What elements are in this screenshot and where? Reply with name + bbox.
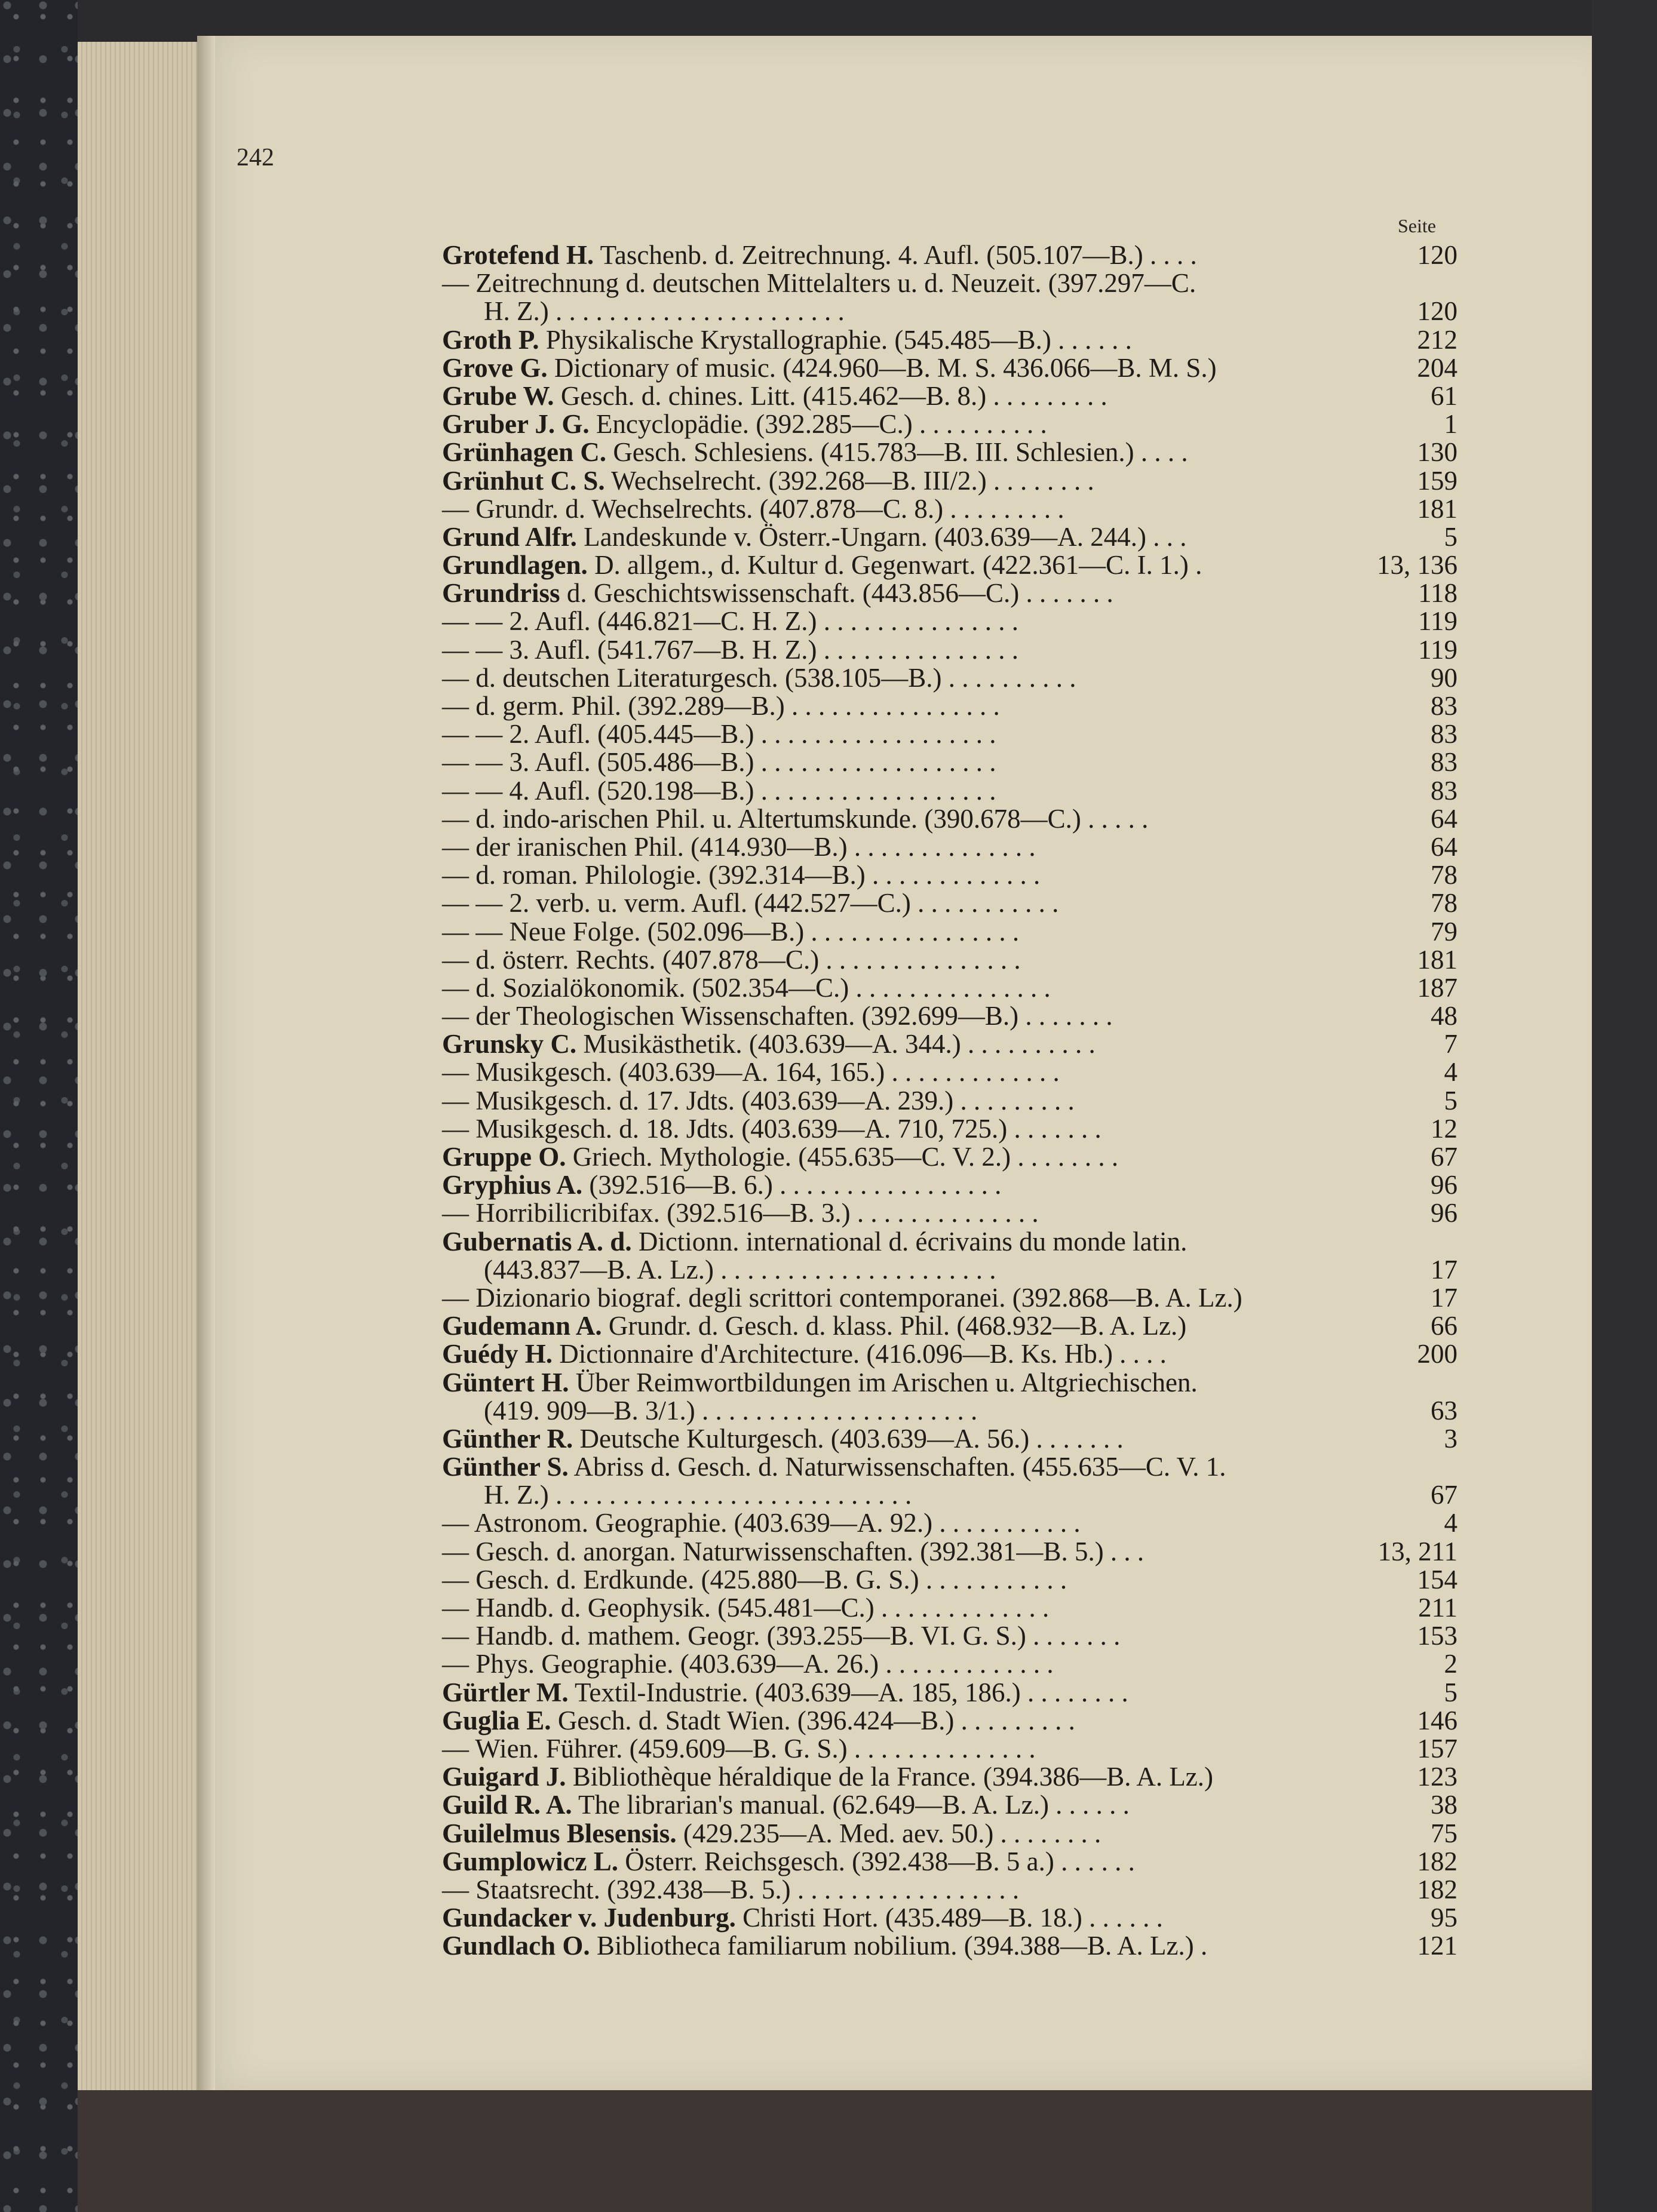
- entry-title: — d. deutschen Literaturgesch. (538.105—B.) . . . . . . . . . .: [442, 662, 1076, 693]
- index-entry: [442, 748, 1457, 776]
- entry-page-number: 5: [1444, 1677, 1457, 1707]
- entry-title: — Wien. Führer. (459.609—B. G. S.) . . . . . . . . . . . . . .: [442, 1733, 1036, 1764]
- entry-page-number: 67: [1431, 1480, 1457, 1510]
- entry-text: [442, 1763, 1213, 1791]
- index-entry: [442, 551, 1457, 579]
- entry-title: — Staatsrecht. (392.438—B. 5.) . . . . . . . . . . . . . . . . .: [442, 1874, 1020, 1904]
- entry-title: — der iranischen Phil. (414.930—B.) . . . . . . . . . . . . . .: [442, 831, 1036, 862]
- entry-text: [442, 918, 1019, 946]
- index-entry: [442, 1735, 1457, 1763]
- entry-title: — — 2. Aufl. (446.821—C. H. Z.) . . . . . . . . . . . . . . .: [442, 606, 1018, 637]
- entry-title: Dictionary of music. (424.960—B. M. S. 436.066—B. M. S.): [547, 352, 1217, 383]
- entry-author: Groth P.: [442, 324, 539, 355]
- entry-author: Grove G.: [442, 352, 548, 383]
- entry-title: Gesch. d. chines. Litt. (415.462—B. 8.) . . . . . . . . .: [554, 380, 1107, 411]
- entry-author: Gundlach O.: [442, 1931, 590, 1961]
- entry-title: — — 3. Aufl. (505.486—B.) . . . . . . . . . . . . . . . . . .: [442, 747, 996, 778]
- entry-text: [442, 523, 1187, 551]
- entry-text: [442, 1453, 1226, 1481]
- index-entry: [442, 1763, 1457, 1791]
- entry-title: — d. indo-arischen Phil. u. Altertumskunde. (390.678—C.) . . . . .: [442, 803, 1149, 834]
- entry-page-number: 64: [1431, 803, 1457, 834]
- entry-title: — — Neue Folge. (502.096—B.) . . . . . . . . . . . . . . . .: [442, 916, 1020, 947]
- entry-text: [442, 1735, 1036, 1763]
- entry-text: [442, 1679, 1128, 1707]
- entry-page-number: 181: [1417, 944, 1457, 975]
- entry-text: [442, 1566, 1067, 1594]
- entry-title: Christi Hort. (435.489—B. 18.) . . . . . .: [735, 1903, 1163, 1933]
- index-entry: [442, 1284, 1457, 1312]
- entry-page-number: 61: [1431, 380, 1457, 411]
- entry-text: [442, 1312, 1186, 1340]
- index-entry: [442, 692, 1457, 720]
- entry-author: Gruber J. G.: [442, 409, 590, 440]
- entry-title: — Astronom. Geographie. (403.639—A. 92.) . . . . . . . . . . .: [442, 1508, 1081, 1538]
- entry-text: [442, 1199, 1039, 1227]
- entry-page-number: 159: [1417, 465, 1457, 496]
- entry-title: Dictionn. international d. écrivains du monde latin.: [631, 1226, 1187, 1256]
- entry-page-number: 4: [1444, 1057, 1457, 1087]
- entry-page-number: 38: [1431, 1790, 1457, 1820]
- entry-text: [442, 1030, 1096, 1058]
- book-cover-right: [1592, 0, 1657, 2212]
- entry-text: [442, 326, 1132, 354]
- entry-author: Güntert H.: [442, 1367, 569, 1397]
- index-entry: [442, 1509, 1457, 1537]
- entry-page-number: 13, 136: [1377, 550, 1457, 580]
- entry-author: Grotefend H.: [442, 240, 594, 270]
- entry-page-number: 153: [1417, 1621, 1457, 1651]
- entry-page-number: 83: [1431, 691, 1457, 721]
- entry-page-number: 4: [1444, 1508, 1457, 1538]
- entry-text: [442, 551, 1202, 579]
- index-entry: [442, 1058, 1457, 1086]
- entry-title: Physikalische Krystallographie. (545.485—B.) . . . . . .: [539, 324, 1132, 355]
- entry-title: — d. roman. Philologie. (392.314—B.) . . . . . . . . . . . . .: [442, 860, 1041, 890]
- entry-title: — — 2. Aufl. (405.445—B.) . . . . . . . . . . . . . . . . . .: [442, 719, 996, 749]
- entry-author: Grundriss: [442, 578, 560, 609]
- index-entry: [442, 297, 1457, 325]
- entry-author: Grundlagen.: [442, 550, 588, 580]
- entry-text: [442, 1650, 1054, 1678]
- entry-text: [442, 1115, 1101, 1143]
- entry-author: Grund Alfr.: [442, 521, 577, 552]
- entry-page-number: 119: [1418, 606, 1457, 637]
- entry-page-number: 154: [1417, 1564, 1457, 1595]
- entry-title: — Musikgesch. d. 17. Jdts. (403.639—A. 239.) . . . . . . . . .: [442, 1085, 1075, 1116]
- entry-author: Gürtler M.: [442, 1677, 569, 1707]
- entry-title: Griech. Mythologie. (455.635—C. V. 2.) . . . . . . . .: [566, 1142, 1119, 1172]
- page-gutter: [197, 36, 215, 2090]
- entry-page-number: 78: [1431, 860, 1457, 890]
- entry-title: — Grundr. d. Wechselrechts. (407.878—C. 8.) . . . . . . . . .: [442, 493, 1064, 524]
- entry-title: Musikästhetik. (403.639—A. 344.) . . . . . . . . . .: [576, 1029, 1096, 1059]
- entry-page-number: 123: [1417, 1762, 1457, 1792]
- entry-text: [442, 1820, 1101, 1848]
- entry-title: — der Theologischen Wissenschaften. (392.699—B.) . . . . . . .: [442, 1001, 1113, 1031]
- entry-title: Landeskunde v. Österr.-Ungarn. (403.639—A. 244.) . . .: [576, 521, 1187, 552]
- entry-author: Grunsky C.: [442, 1029, 577, 1059]
- entry-title: Encyclopädie. (392.285—C.) . . . . . . . . . .: [589, 409, 1047, 440]
- entry-author: Grünhut C. S.: [442, 465, 605, 496]
- index-entry: [442, 1143, 1457, 1171]
- entry-text: [442, 1904, 1163, 1932]
- index-entry: [442, 918, 1457, 946]
- entry-text: [442, 1594, 1049, 1622]
- entry-page-number: 212: [1417, 324, 1457, 355]
- index-entry: [442, 636, 1457, 664]
- index-entry: [442, 1115, 1457, 1143]
- entry-page-number: 83: [1431, 775, 1457, 806]
- entry-page-number: 95: [1431, 1903, 1457, 1933]
- entry-page-number: 79: [1431, 916, 1457, 947]
- index-entry: [442, 805, 1457, 833]
- entry-text: [442, 861, 1040, 889]
- index-entry: [442, 1791, 1457, 1819]
- index-entry: [442, 579, 1457, 607]
- entry-page-number: 96: [1431, 1170, 1457, 1200]
- entry-title: (419. 909—B. 3/1.) . . . . . . . . . . . . . . . . . . . . .: [484, 1395, 978, 1425]
- entry-author: Gubernatis A. d.: [442, 1226, 632, 1256]
- entry-text: [442, 946, 1021, 974]
- entry-page-number: 63: [1431, 1395, 1457, 1425]
- entry-page-number: 211: [1418, 1593, 1457, 1623]
- entry-page-number: 121: [1417, 1931, 1457, 1961]
- entry-title: Deutsche Kulturgesch. (403.639—A. 56.) . . . . . . .: [573, 1423, 1124, 1454]
- entry-page-number: 181: [1417, 493, 1457, 524]
- entry-author: Guild R. A.: [442, 1790, 572, 1820]
- entry-title: Grundr. d. Gesch. d. klass. Phil. (468.932—B. A. Lz.): [602, 1311, 1187, 1341]
- entry-text: [442, 495, 1064, 523]
- index-entry: [442, 1030, 1457, 1058]
- entry-author: Gudemann A.: [442, 1311, 602, 1341]
- index-entry: [442, 1199, 1457, 1227]
- entry-author: Guglia E.: [442, 1705, 551, 1735]
- index-entry: [442, 326, 1457, 354]
- index-entry: [442, 1453, 1457, 1481]
- entry-page-number: 204: [1417, 352, 1457, 383]
- entry-title: H. Z.) . . . . . . . . . . . . . . . . . . . . . .: [484, 296, 845, 327]
- entry-title: Wechselrecht. (392.268—B. III/2.) . . . . . . . .: [605, 465, 1094, 496]
- entry-text: [442, 438, 1188, 466]
- entry-text: [484, 1256, 996, 1284]
- entry-text: [442, 410, 1047, 438]
- entry-author: Gumplowicz L.: [442, 1846, 619, 1876]
- entry-author: Gundacker v. Judenburg.: [442, 1903, 736, 1933]
- page-column-header: Seite: [1398, 215, 1436, 236]
- entry-text: [442, 1425, 1124, 1453]
- entry-text: [442, 720, 996, 748]
- index-entry: [442, 438, 1457, 466]
- entry-page-number: 7: [1444, 1029, 1457, 1059]
- entry-author: Guigard J.: [442, 1762, 566, 1792]
- entry-text: [442, 1848, 1135, 1876]
- entry-text: [442, 354, 1217, 382]
- index-entry: [442, 495, 1457, 523]
- entry-page-number: 200: [1417, 1339, 1457, 1369]
- entry-page-number: 96: [1431, 1198, 1457, 1228]
- entry-text: [442, 269, 1196, 297]
- entry-author: Guilelmus Blesensis.: [442, 1818, 677, 1848]
- entry-page-number: 182: [1417, 1846, 1457, 1876]
- entry-title: — — 3. Aufl. (541.767—B. H. Z.) . . . . . . . . . . . . . . .: [442, 634, 1018, 665]
- index-entry: [442, 1481, 1457, 1509]
- entry-title: — Horribilicribifax. (392.516—B. 3.) . . . . . . . . . . . . . .: [442, 1198, 1039, 1228]
- entry-author: Gruppe O.: [442, 1142, 566, 1172]
- entry-page-number: 17: [1431, 1254, 1457, 1285]
- entry-text: [442, 1171, 1001, 1199]
- page-number: 242: [237, 144, 274, 171]
- index-entry: [442, 1538, 1457, 1566]
- entry-title: (429.235—A. Med. aev. 50.) . . . . . . . .: [676, 1818, 1101, 1848]
- index-entry: [442, 974, 1457, 1002]
- index-entry: [442, 1876, 1457, 1904]
- entry-text: [442, 1087, 1075, 1115]
- entry-page-number: 66: [1431, 1311, 1457, 1341]
- entry-text: [442, 833, 1036, 861]
- entry-title: Dictionnaire d'Architecture. (416.096—B. Ks. Hb.) . . . .: [553, 1339, 1167, 1369]
- entry-text: [442, 664, 1076, 692]
- entry-text: [442, 1509, 1081, 1537]
- entry-title: — Phys. Geographie. (403.639—A. 26.) . . . . . . . . . . . . .: [442, 1649, 1054, 1679]
- entry-page-number: 64: [1431, 831, 1457, 862]
- index-entry: [442, 777, 1457, 805]
- entry-title: (392.516—B. 6.) . . . . . . . . . . . . . . . . .: [582, 1170, 1002, 1200]
- entry-text: [442, 1707, 1075, 1735]
- entry-text: [442, 1340, 1167, 1368]
- entry-title: — Dizionario biograf. degli scrittori contemporanei. (392.868—B. A. Lz.): [442, 1282, 1242, 1313]
- entry-page-number: 83: [1431, 719, 1457, 749]
- entry-text: [442, 1932, 1207, 1960]
- entry-title: Textil-Industrie. (403.639—A. 185, 186.) . . . . . . . .: [568, 1677, 1128, 1707]
- index-entry: [442, 467, 1457, 495]
- entry-page-number: 78: [1431, 888, 1457, 918]
- entry-title: — d. österr. Rechts. (407.878—C.) . . . . . . . . . . . . . . .: [442, 944, 1021, 975]
- index-entry: [442, 861, 1457, 889]
- index-entry: [442, 1820, 1457, 1848]
- entry-page-number: 17: [1431, 1282, 1457, 1313]
- entry-page-number: 182: [1417, 1874, 1457, 1904]
- index-entry: [442, 269, 1457, 297]
- entry-title: Gesch. Schlesiens. (415.783—B. III. Schlesien.) . . . .: [606, 437, 1188, 468]
- entry-title: — Zeitrechnung d. deutschen Mittelalters u. d. Neuzeit. (397.297—C.: [442, 268, 1196, 299]
- book-bottom: [78, 2090, 1592, 2212]
- entry-title: — — 4. Aufl. (520.198—B.) . . . . . . . . . . . . . . . . . .: [442, 775, 996, 806]
- entry-text: [442, 636, 1018, 664]
- index-entry: [442, 1650, 1457, 1678]
- index-entry: [442, 382, 1457, 410]
- entry-text: [442, 692, 1000, 720]
- entry-page-number: 48: [1431, 1001, 1457, 1031]
- entry-page-number: 118: [1418, 578, 1457, 609]
- index-entry: [442, 720, 1457, 748]
- entry-author: Günther R.: [442, 1423, 573, 1454]
- entry-page-number: 157: [1417, 1733, 1457, 1764]
- entry-text: [442, 805, 1148, 833]
- marbled-cover-pattern: [0, 0, 78, 2212]
- entry-title: Über Reimwortbildungen im Arischen u. Altgriechischen.: [569, 1367, 1198, 1397]
- entry-author: Guédy H.: [442, 1339, 553, 1369]
- entry-text: [442, 1791, 1130, 1819]
- index-entry: [442, 354, 1457, 382]
- index-entry: [442, 607, 1457, 635]
- index-entry: [442, 946, 1457, 974]
- entry-title: — Handb. d. mathem. Geogr. (393.255—B. VI. G. S.) . . . . . . .: [442, 1621, 1121, 1651]
- entry-title: The librarian's manual. (62.649—B. A. Lz.) . . . . . .: [572, 1790, 1130, 1820]
- index-entry: [442, 664, 1457, 692]
- entry-title: d. Geschichtswissenschaft. (443.856—C.) . . . . . . .: [560, 578, 1113, 609]
- entry-page-number: 2: [1444, 1649, 1457, 1679]
- entry-page-number: 13, 211: [1377, 1536, 1457, 1566]
- entry-page-number: 3: [1444, 1423, 1457, 1454]
- index-entry: [442, 523, 1457, 551]
- entry-title: — Gesch. d. anorgan. Naturwissenschaften. (392.381—B. 5.) . . .: [442, 1536, 1144, 1566]
- entry-title: — d. germ. Phil. (392.289—B.) . . . . . . . . . . . . . . . .: [442, 691, 1000, 721]
- entry-text: [442, 467, 1094, 495]
- entry-title: Taschenb. d. Zeitrechnung. 4. Aufl. (505.107—B.) . . . .: [594, 240, 1197, 270]
- entry-title: Bibliotheca familiarum nobilium. (394.388—B. A. Lz.) .: [590, 1931, 1208, 1961]
- entry-text: [442, 748, 996, 776]
- index-entry: [442, 1904, 1457, 1932]
- index-entry: [442, 1932, 1457, 1960]
- entry-page-number: 12: [1431, 1113, 1457, 1144]
- index-entry: [442, 1566, 1457, 1594]
- entry-text: [484, 1397, 977, 1425]
- entry-title: — Handb. d. Geophysik. (545.481—C.) . . . . . . . . . . . . .: [442, 1593, 1050, 1623]
- entry-title: Gesch. d. Stadt Wien. (396.424—B.) . . . . . . . . .: [551, 1705, 1075, 1735]
- entry-text: [442, 382, 1107, 410]
- index-entry: [442, 1087, 1457, 1115]
- entry-text: [442, 974, 1051, 1002]
- index-entry: [442, 241, 1457, 269]
- entry-author: Gryphius A.: [442, 1170, 583, 1200]
- index-entry: [442, 1848, 1457, 1876]
- entry-title: — — 2. verb. u. verm. Aufl. (442.527—C.) . . . . . . . . . . .: [442, 888, 1059, 918]
- index-entry: [442, 1707, 1457, 1735]
- index-entry: [442, 1425, 1457, 1453]
- entry-text: [442, 889, 1058, 917]
- entry-title: — Musikgesch. (403.639—A. 164, 165.) . . . . . . . . . . . . .: [442, 1057, 1060, 1087]
- entry-page-number: 5: [1444, 521, 1457, 552]
- index-entry: [442, 1228, 1457, 1256]
- entry-title: — d. Sozialökonomik. (502.354—C.) . . . . . . . . . . . . . . .: [442, 972, 1051, 1003]
- entry-author: Günther S.: [442, 1452, 569, 1482]
- entry-text: [442, 1538, 1144, 1566]
- entry-title: — Musikgesch. d. 18. Jdts. (403.639—A. 710, 725.) . . . . . . .: [442, 1113, 1101, 1144]
- entry-title: (443.837—B. A. Lz.) . . . . . . . . . . . . . . . . . . . . .: [484, 1254, 996, 1285]
- entry-text: [442, 1284, 1242, 1312]
- entry-text: [442, 777, 996, 805]
- entry-text: [484, 297, 845, 325]
- entry-page-number: 120: [1417, 240, 1457, 270]
- index-entry: [442, 1256, 1457, 1284]
- entry-title: D. allgem., d. Kultur d. Gegenwart. (422.361—C. I. 1.) .: [587, 550, 1202, 580]
- index-entry: [442, 1679, 1457, 1707]
- index-entry: [442, 889, 1457, 917]
- index-entry: [442, 833, 1457, 861]
- index-entry: [442, 1312, 1457, 1340]
- entry-text: [442, 1369, 1198, 1397]
- entry-text: [484, 1481, 912, 1509]
- entry-title: Abriss d. Gesch. d. Naturwissenschaften. (455.635—C. V. 1.: [568, 1452, 1226, 1482]
- entry-text: [442, 1002, 1113, 1030]
- entry-title: Bibliothèque héraldique de la France. (394.386—B. A. Lz.): [566, 1762, 1214, 1792]
- entry-text: [442, 607, 1018, 635]
- entry-page-number: 5: [1444, 1085, 1457, 1116]
- index-entry: [442, 1340, 1457, 1368]
- index-entries: [442, 241, 1457, 1960]
- entry-text: [442, 1876, 1019, 1904]
- entry-page-number: 83: [1431, 747, 1457, 778]
- entry-page-number: 67: [1431, 1142, 1457, 1172]
- entry-page-number: 75: [1431, 1818, 1457, 1848]
- entry-text: [442, 241, 1197, 269]
- entry-text: [442, 1622, 1120, 1650]
- entry-page-number: 1: [1444, 409, 1457, 440]
- entry-page-number: 120: [1417, 296, 1457, 327]
- entry-page-number: 90: [1431, 662, 1457, 693]
- index-entry: [442, 1622, 1457, 1650]
- index-entry: [442, 1002, 1457, 1030]
- entry-title: Österr. Reichsgesch. (392.438—B. 5 a.) . . . . . .: [618, 1846, 1135, 1876]
- index-entry: [442, 1594, 1457, 1622]
- entry-title: H. Z.) . . . . . . . . . . . . . . . . . . . . . . . . . . .: [484, 1480, 912, 1510]
- entry-page-number: 119: [1418, 634, 1457, 665]
- index-entry: [442, 410, 1457, 438]
- entry-text: [442, 579, 1113, 607]
- entry-page-number: 130: [1417, 437, 1457, 468]
- entry-page-number: 146: [1417, 1705, 1457, 1735]
- entry-title: — Gesch. d. Erdkunde. (425.880—B. G. S.) . . . . . . . . . . .: [442, 1564, 1067, 1595]
- entry-text: [442, 1058, 1060, 1086]
- entry-author: Grünhagen C.: [442, 437, 607, 468]
- entry-page-number: 187: [1417, 972, 1457, 1003]
- entry-text: [442, 1228, 1187, 1256]
- entry-text: [442, 1143, 1118, 1171]
- index-entry: [442, 1369, 1457, 1397]
- index-entry: [442, 1397, 1457, 1425]
- index-entry: [442, 1171, 1457, 1199]
- entry-author: Grube W.: [442, 380, 554, 411]
